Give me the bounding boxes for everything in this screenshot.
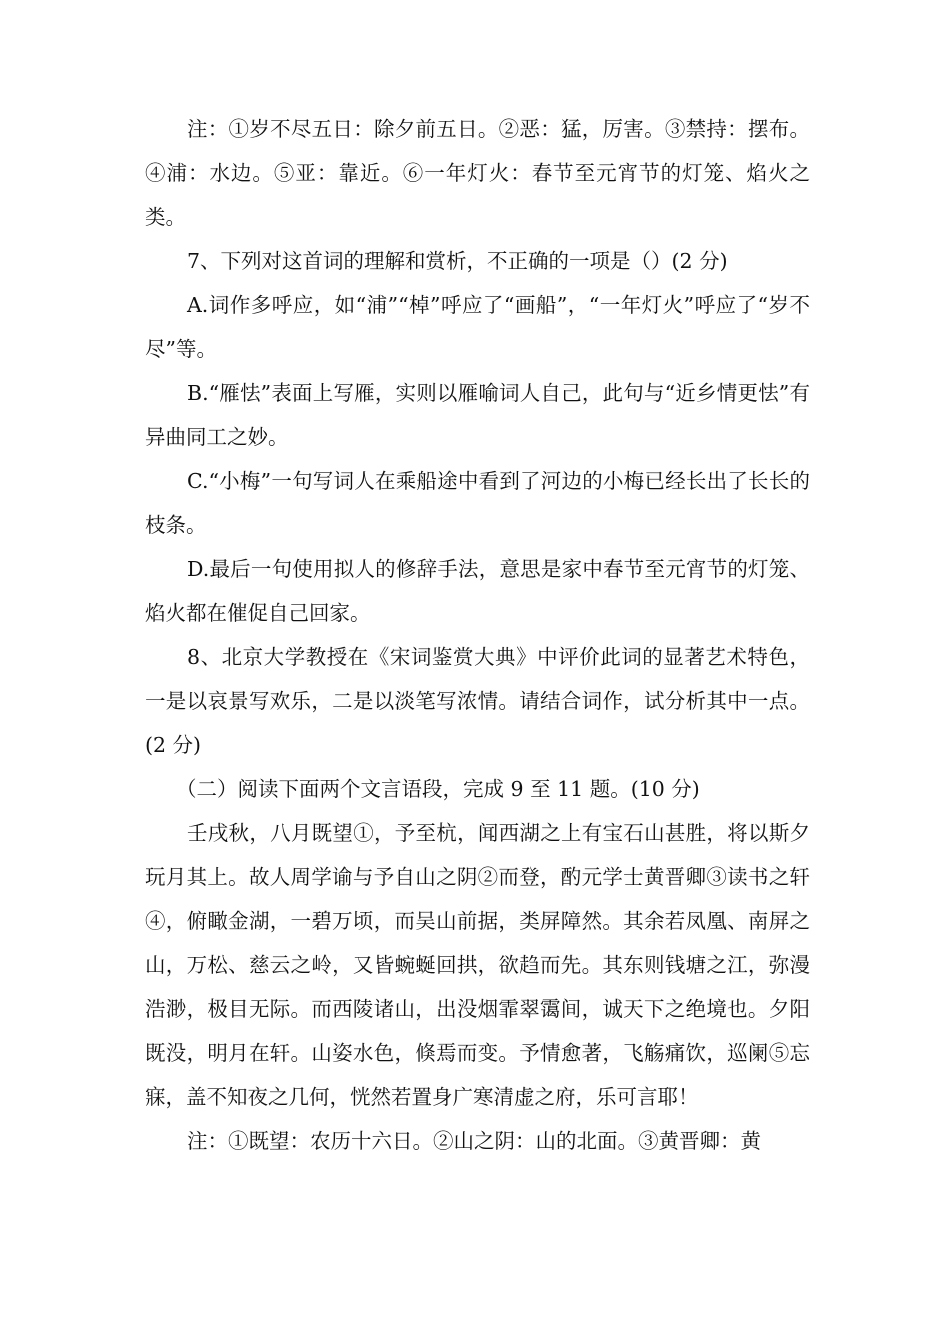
section-2-heading: （二）阅读下面两个文言语段，完成 9 至 11 题。(10 分)	[176, 777, 700, 801]
poem-annotation-note: 注：①岁不尽五日：除夕前五日。②恶：猛，厉害。③禁持：摆布。④浦：水边。⑤亚：靠近。⑥一年灯火：春节至元宵节的灯笼、焰火之类。	[145, 117, 810, 229]
question-7-option-c: C.“小梅”一句写词人在乘船途中看到了河边的小梅已经长出了长长的枝条。	[145, 469, 810, 537]
passage-annotation-note: 注：①既望：农历十六日。②山之阴：山的北面。③黄晋卿：黄	[187, 1129, 761, 1153]
question-8: 8、北京大学教授在《宋词鉴赏大典》中评价此词的显著艺术特色，一是以哀景写欢乐，二是以淡笔写浓情。请结合词作，试分析其中一点。(2 分)	[145, 645, 810, 757]
question-7: 7、下列对这首词的理解和赏析，不正确的一项是（）(2 分)	[187, 249, 728, 273]
question-7-option-a: A.词作多呼应，如“浦”“棹”呼应了“画船”，“一年灯火”呼应了“岁不尽”等。	[145, 293, 810, 361]
classical-passage: 壬戌秋，八月既望①，予至杭，闻西湖之上有宝石山甚胜，将以斯夕玩月其上。故人周学谕与予自山之阴②而登，酌元学士黄晋卿③读书之轩④，俯瞰金湖，一碧万顷，而吴山前据，类屏障然。其余若凤凰、南屏之山，万松、慈云之岭，又皆蜿蜒回拱，欲趋而先。其东则钱塘之江，弥漫浩渺，极目无际。而西陵诸山，出没烟霏翠霭间，诚天下之绝境也。夕阳既没，明月在轩。山姿水色，倏焉而变。予情愈著，飞觞痛饮，巡阑⑤忘寐，盖不知夜之几何，恍然若置身广寒清虚之府，乐可言耶！	[145, 821, 810, 1109]
question-7-option-b: B.“雁怯”表面上写雁，实则以雁喻词人自己，此句与“近乡情更怯”有异曲同工之妙。	[145, 381, 810, 449]
document-body	[145, 107, 810, 1163]
question-7-option-d: D.最后一句使用拟人的修辞手法，意思是家中春节至元宵节的灯笼、焰火都在催促自己回家。	[145, 557, 810, 625]
